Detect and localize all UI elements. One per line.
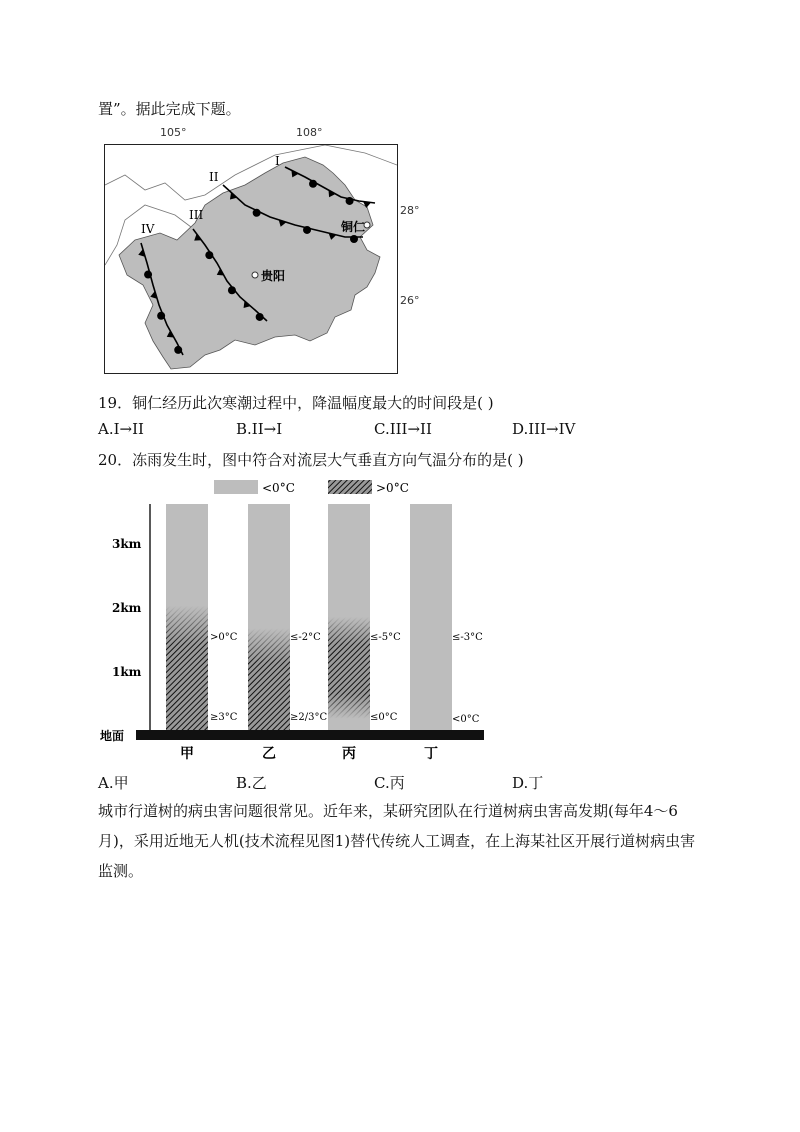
q20-option-d[interactable]: D.丁 [512, 774, 544, 792]
q20-stem: 20．冻雨发生时，图中符合对流层大气垂直方向气温分布的是( ) [98, 451, 524, 469]
map-figure [104, 144, 398, 374]
column-yi [248, 504, 290, 730]
tongren-label: 铜仁 [341, 220, 366, 234]
front-II-semicircle [350, 235, 358, 243]
front-III-semicircle [205, 251, 213, 259]
legend-warm-label: >0°C [376, 481, 409, 495]
yi-upper-temp: ≤-2°C [290, 632, 321, 643]
temperature-profile-figure [98, 474, 498, 764]
front-label-IV: IV [141, 222, 155, 236]
map-lon-105: 105° [160, 126, 187, 139]
front-II-semicircle [253, 209, 261, 217]
legend-cold-swatch [214, 480, 258, 494]
bing-upper-temp: ≤-5°C [370, 632, 401, 643]
guizhou-province [119, 157, 380, 369]
legend-warm-swatch [328, 480, 372, 494]
front-IV-semicircle [157, 312, 165, 320]
yi-lower-temp: ≥2/3°C [290, 712, 328, 723]
front-I-semicircle [309, 180, 317, 188]
jia-lower-temp: ≥3°C [210, 712, 238, 723]
y-tick-1km: 1km [112, 665, 142, 679]
column-label-bing: 丙 [342, 746, 356, 762]
map-svg [105, 145, 397, 373]
front-IV-semicircle [144, 271, 152, 279]
bing-lower-temp: ≤0°C [370, 712, 398, 723]
ding-lower-temp: <0°C [452, 714, 480, 725]
front-I-semicircle [346, 197, 354, 205]
front-III-semicircle [256, 313, 264, 321]
q19-stem: 19．铜仁经历此次寒潮过程中，降温幅度最大的时间段是( ) [98, 394, 494, 412]
column-label-jia: 甲 [180, 746, 194, 762]
column-jia [166, 504, 208, 730]
jia-upper-temp: >0°C [210, 632, 238, 643]
legend-cold-label: <0°C [262, 481, 295, 495]
map-lat-28: 28° [400, 204, 420, 217]
ground-bar [136, 730, 484, 740]
column-ding [410, 504, 452, 730]
front-label-I: I [275, 154, 280, 168]
q19-option-b[interactable]: B.II→I [236, 420, 283, 438]
y-tick-2km: 2km [112, 601, 142, 615]
map-lat-26: 26° [400, 294, 420, 307]
column-label-ding: 丁 [424, 746, 438, 762]
ding-upper-temp: ≤-3°C [452, 632, 483, 643]
front-label-III: III [189, 208, 204, 222]
y-tick-3km: 3km [112, 537, 142, 551]
q20-option-c[interactable]: C.丙 [374, 774, 405, 792]
passage: 城市行道树的病虫害问题很常见。近年来，某研究团队在行道树病虫害高发期(每年4～6月)，采用近地无人机(技术流程见图1)替代传统人工调查，在上海某社区开展行道树病虫害监测。 [98, 802, 696, 880]
intro-line: 置”。据此完成下题。 [98, 100, 241, 118]
guiyang-marker [252, 272, 258, 278]
column-label-yi: 乙 [262, 746, 276, 762]
q19-option-c[interactable]: C.III→II [374, 420, 432, 438]
front-III-semicircle [228, 286, 236, 294]
column-bing [328, 504, 370, 730]
q19-option-d[interactable]: D.III→IV [512, 420, 576, 438]
front-label-II: II [209, 170, 219, 184]
front-II-semicircle [303, 226, 311, 234]
map-lon-108: 108° [296, 126, 323, 139]
q20-option-b[interactable]: B.乙 [236, 774, 267, 792]
q19-option-a[interactable]: A.I→II [98, 420, 144, 438]
guiyang-label: 贵阳 [261, 269, 286, 283]
front-IV-semicircle [174, 346, 182, 354]
ground-label: 地面 [100, 729, 125, 743]
q20-option-a[interactable]: A.甲 [98, 774, 129, 792]
